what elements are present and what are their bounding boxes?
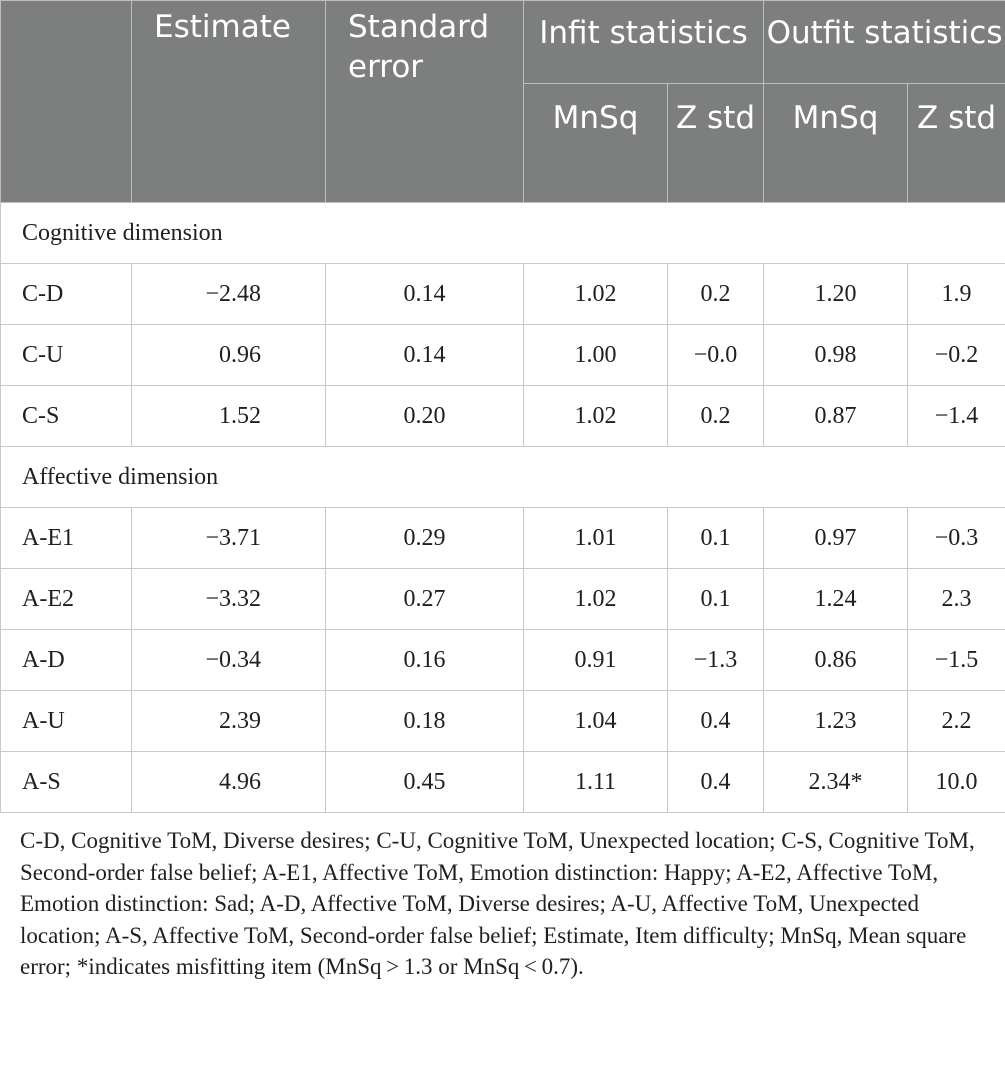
infit-zstd-value: −1.3 [668,630,764,691]
outfit-zstd-value: 2.2 [908,691,1005,752]
estimate-value: 0.96 [132,325,326,386]
infit-mnsq-value: 1.01 [524,508,668,569]
item-label: A-U [1,691,132,752]
standard-error-value: 0.16 [326,630,524,691]
infit-zstd-value: 0.4 [668,691,764,752]
outfit-mnsq-value: 1.23 [764,691,908,752]
estimate-value: −2.48 [132,264,326,325]
table-row [1,752,1005,813]
item-label: C-S [1,386,132,447]
outfit-zstd-value: −1.5 [908,630,1005,691]
estimate-value: −3.71 [132,508,326,569]
header-outfit-zstd: Z std [908,84,1005,203]
section-row-affective [1,447,1005,508]
infit-mnsq-value: 1.11 [524,752,668,813]
infit-zstd-value: 0.4 [668,752,764,813]
item-label: A-E2 [1,569,132,630]
section-row-cognitive [1,203,1005,264]
infit-zstd-value: 0.1 [668,508,764,569]
infit-zstd-value: 0.2 [668,264,764,325]
item-label: C-U [1,325,132,386]
infit-mnsq-value: 1.02 [524,386,668,447]
outfit-zstd-value: 10.0 [908,752,1005,813]
outfit-zstd-value: 1.9 [908,264,1005,325]
outfit-zstd-value: 2.3 [908,569,1005,630]
table-row [1,325,1005,386]
table-row [1,569,1005,630]
infit-zstd-value: −0.0 [668,325,764,386]
infit-mnsq-value: 1.04 [524,691,668,752]
outfit-mnsq-value: 0.87 [764,386,908,447]
header-row-top [1,1,1005,84]
infit-mnsq-value: 0.91 [524,630,668,691]
outfit-zstd-value: −0.2 [908,325,1005,386]
estimate-value: 2.39 [132,691,326,752]
table-row [1,508,1005,569]
standard-error-value: 0.14 [326,264,524,325]
estimate-value: −0.34 [132,630,326,691]
table-body [1,203,1005,813]
outfit-mnsq-value: 0.97 [764,508,908,569]
infit-mnsq-value: 1.02 [524,569,668,630]
infit-mnsq-value: 1.02 [524,264,668,325]
table-row [1,264,1005,325]
table-row [1,691,1005,752]
outfit-mnsq-value: 2.34* [764,752,908,813]
outfit-mnsq-value: 0.98 [764,325,908,386]
header-infit-mnsq: MnSq [524,84,668,203]
standard-error-value: 0.14 [326,325,524,386]
infit-zstd-value: 0.2 [668,386,764,447]
header-infit-statistics: Infit statistics [524,1,764,84]
item-label: C-D [1,264,132,325]
standard-error-value: 0.27 [326,569,524,630]
header-item-blank [1,1,132,203]
item-label: A-D [1,630,132,691]
header-outfit-mnsq: MnSq [764,84,908,203]
outfit-mnsq-value: 1.24 [764,569,908,630]
item-label: A-E1 [1,508,132,569]
header-standard-error: Standard error [326,1,524,203]
outfit-zstd-value: −0.3 [908,508,1005,569]
standard-error-value: 0.45 [326,752,524,813]
table-header [1,1,1005,203]
standard-error-value: 0.29 [326,508,524,569]
infit-mnsq-value: 1.00 [524,325,668,386]
infit-zstd-value: 0.1 [668,569,764,630]
table-footnote: C-D, Cognitive ToM, Diverse desires; C-U, Cognitive ToM, Unexpected location; C-S, Cognitive ToM, Second-order false belief; A-E1, Affective ToM, Emotion distinction: Happy; A-E2, Affective ToM, Emotion distinction: Sad; A-D, Affective ToM, Diverse desires; A-U, Affective ToM, Unexpected location; A-S, Affective ToM, Second-order false belief; Estimate, Item difficulty; MnSq, Mean square error; *indicates misfitting item (MnSq > 1.3 or MnSq < 0.7). [20,828,975,979]
standard-error-value: 0.18 [326,691,524,752]
estimate-value: 4.96 [132,752,326,813]
estimate-value: 1.52 [132,386,326,447]
header-estimate: Estimate [132,1,326,203]
outfit-mnsq-value: 1.20 [764,264,908,325]
section-title: Affective dimension [1,447,1005,508]
estimate-value: −3.32 [132,569,326,630]
standard-error-value: 0.20 [326,386,524,447]
header-outfit-statistics: Outfit statistics [764,1,1005,84]
outfit-zstd-value: −1.4 [908,386,1005,447]
item-label: A-S [1,752,132,813]
table-row [1,386,1005,447]
section-title: Cognitive dimension [1,203,1005,264]
outfit-mnsq-value: 0.86 [764,630,908,691]
table-row [1,630,1005,691]
header-infit-zstd: Z std [668,84,764,203]
